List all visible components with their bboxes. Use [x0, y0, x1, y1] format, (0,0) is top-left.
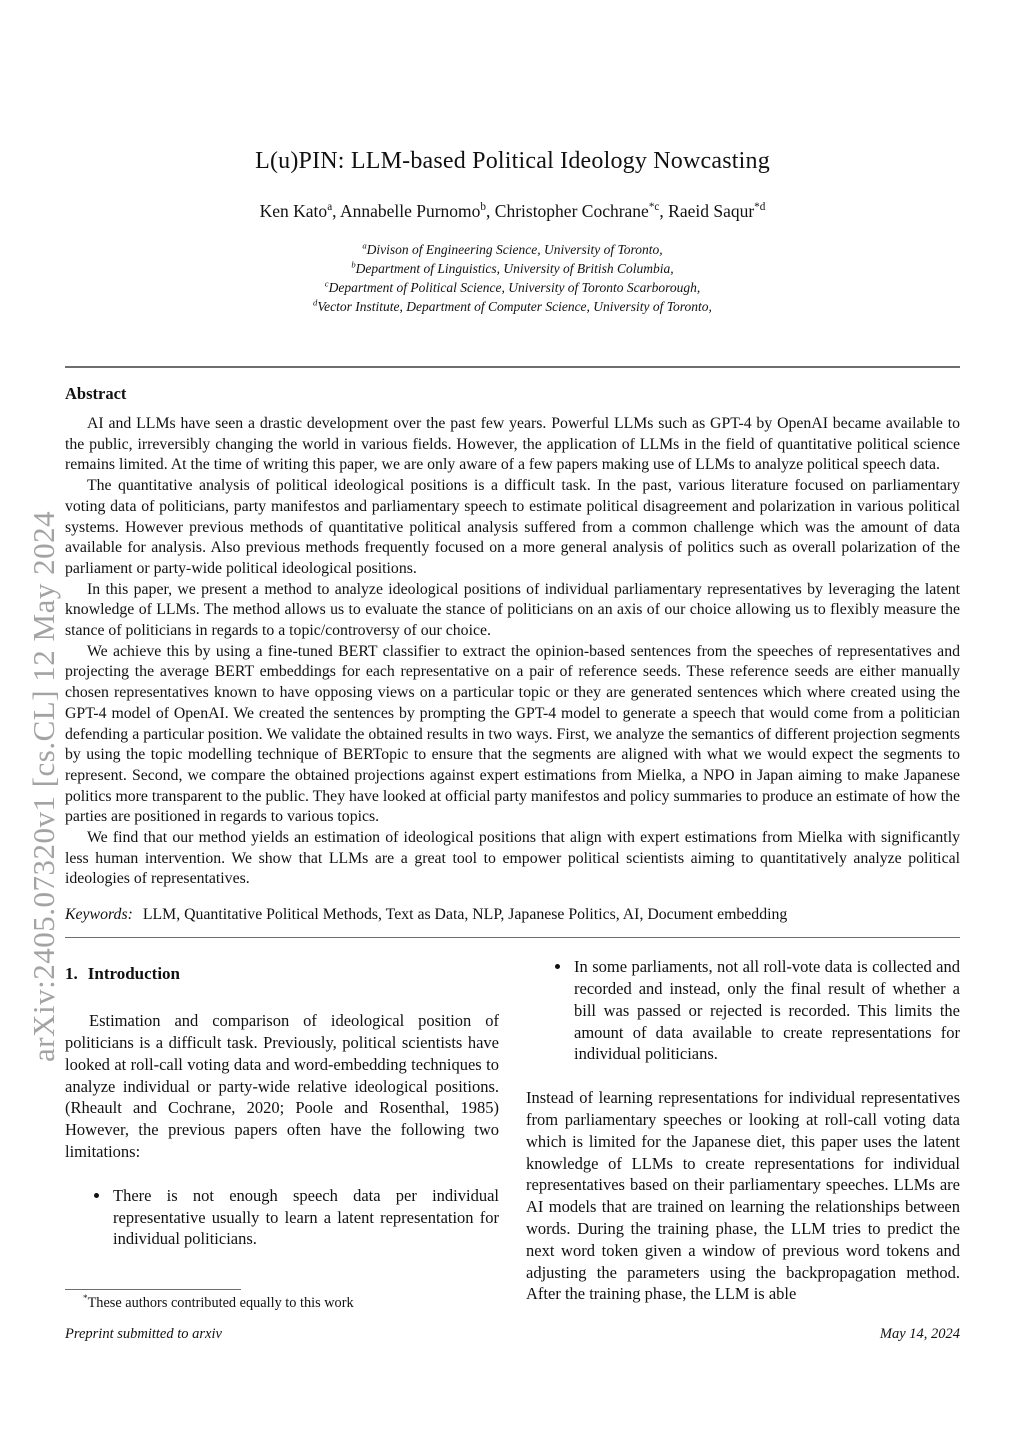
footer-right: May 14, 2024: [879, 1326, 960, 1342]
body-paragraph: Instead of learning representations for individual representatives from parliamentary speeches or looking at roll-call voting data which is limited for the Japanese diet, this paper uses the latent knowledge of LLMs to create representations for individual representatives based on their parliamentary speeches. LLMs are AI models that are trained on learning the relationships between words. During the training phase, the LLM tries to predict the next word token given a window of previous word tokens and adjusting the parameters using the backpropagation method. After the training phase, the LLM is able: [526, 1088, 960, 1304]
author-name: Christopher Cochrane$^{*c}$: [494, 201, 660, 221]
abstract-paragraph-5: We find that our method yields an estimation of ideological positions that align with expert estimations from Mielka with significantly less human intervention. We show that LLMs are a great tool to empower political scientists aiming to quantitatively analyze political ideologies of representatives.: [65, 829, 960, 888]
page-content: [65, 0, 960, 1305]
paper-title: L(u)PIN: LLM-based Political Ideology Nowcasting: [255, 148, 770, 174]
affiliation-line: $^b$Department of Linguistics, University of British Columbia,: [351, 259, 674, 276]
left-column: [65, 954, 499, 1305]
author-name: Annabelle Purnomo$^b$: [339, 201, 487, 221]
section-heading-introduction: [65, 964, 499, 984]
abstract-heading: Abstract: [65, 384, 127, 403]
abstract-paragraph-1: AI and LLMs have seen a drastic development over the past few years. Powerful LLMs such as GPT-4 by OpenAI became available to the public, irreversibly changing the world in various fields. However, the application of LLMs in the field of quantitative political science remains limited. At the time of writing this paper, we are only aware of a few papers making use of LLMs to analyze political speech data.: [65, 415, 960, 474]
footnote-text: [65, 1295, 501, 1312]
mid-divider: [65, 937, 960, 938]
intro-paragraph: Estimation and comparison of ideological position of politicians is a difficult task. Previously, political scientists have looked at roll-call voting data and word-embedding techniques to analyze individual or party-wide relative ideological positions. (Rheault and Cochrane, 2020; Poole and Rosenthal, 1985) However, the previous papers often have the following two limitations:: [65, 1011, 499, 1161]
keywords-text: LLM, Quantitative Political Methods, Text as Data, NLP, Japanese Politics, AI, Document embedding: [142, 906, 788, 924]
affiliation-line: $^d$Vector Institute, Department of Computer Science, University of Toronto,: [313, 297, 712, 314]
authors-line: Ken Kato$^a$, Annabelle Purnomo$^b$, Christopher Cochrane$^{*c}$, Raeid Saqur$^{*d}$: [259, 201, 766, 221]
footnote-marker: *: [83, 1293, 88, 1304]
right-column: [526, 954, 960, 1305]
arxiv-watermark: arXiv:2405.07320v1 [cs.CL] 12 May 2024: [26, 510, 61, 1062]
abstract-paragraph-3: In this paper, we present a method to analyze ideological positions of individual parliamentary representatives by leveraging the latent knowledge of LLMs. The method allows us to evaluate the stance of politicians on an axis of our choice allowing us to flexibly measure the stance of politicians in regards to a topic/controversy of our choice.: [65, 580, 960, 640]
top-divider: [65, 366, 960, 368]
keywords-label: Keywords:: [65, 906, 133, 924]
keywords-line: [65, 906, 960, 924]
footnote-body: These authors contributed equally to this work: [87, 1295, 354, 1311]
footnote-divider: [65, 1289, 241, 1290]
abstract-paragraph-4: We achieve this by using a fine-tuned BERT classifier to extract the opinion-based sentences from the speeches of representatives and projecting the average BERT embeddings for each representative on a pair of reference seeds. These reference seeds are either manually chosen representatives known to have opposing views on a particular topic or they are generated sentences which where created using the GPT-4 model of OpenAI. We created the sentences by prompting the GPT-4 model to generate a speech that would come from a politician defending a particular position. We validate the obtained results in two ways. First, we analyze the semantics of different projection segments by using the topic modelling technique of BERTopic to ensure that the segments are aligned with what we would expect the segments to represent. Second, we compare the obtained projections against expert estimations from Mielka, a NPO in Japan aiming to make Japanese politics more transparent to the public. They have looked at official party manifestos and policy summaries to produce an estimate of how the parties are positioned in regards to various topics.: [65, 642, 960, 826]
section-number: 1.: [65, 964, 78, 984]
affiliations: [65, 240, 960, 316]
footer-left: Preprint submitted to arxiv: [65, 1326, 222, 1342]
limitations-list: [65, 1185, 499, 1250]
abstract-paragraph-2: The quantitative analysis of political ideological positions is a difficult task. In the past, various literature focused on parliamentary voting data of politicians, party manifestos and parliamentary speech to estimate political disagreement and polarization in various political systems. However previous methods of quantitative political analysis suffered from a common challenge which was the amount of data available for analysis. Also previous methods frequently focused on a more general analysis of politics such as overall polarization of the parliament or party-wide political ideological positions.: [65, 477, 960, 577]
affiliation-line: $^c$Department of Political Science, University of Toronto Scarborough,: [324, 278, 701, 295]
footnote: [65, 1289, 501, 1312]
list-item-speech-data: • There is not enough speech data per individual representative usually to learn a latent representation for individual politicians.: [111, 1185, 499, 1250]
two-column-body: [65, 954, 960, 1305]
limitations-list-continued: [526, 956, 960, 1065]
section-title: Introduction: [87, 964, 181, 984]
page-footer: [65, 1326, 960, 1343]
author-name: Raeid Saqur$^{*d}$: [668, 201, 766, 221]
affiliation-line: $^a$Divison of Engineering Science, University of Toronto,: [362, 240, 663, 257]
author-name: Ken Kato$^a$: [259, 201, 333, 221]
list-item-roll-vote: • In some parliaments, not all roll-vote data is collected and recorded and instead, only the final result of whether a bill was passed or rejected is recorded. This limits the amount of data available to create representations for individual politicians.: [572, 956, 960, 1065]
